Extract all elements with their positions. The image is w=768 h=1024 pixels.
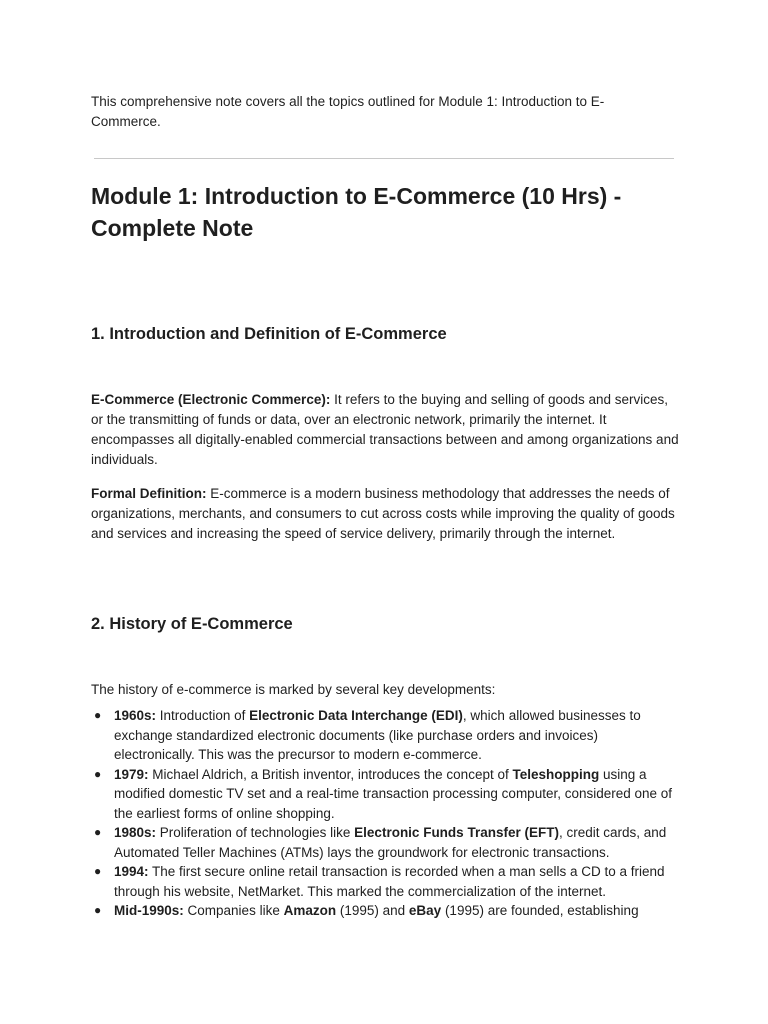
list-item-label: 1979: — [114, 766, 149, 782]
bullet-icon: ● — [94, 708, 102, 722]
list-item — [91, 862, 681, 901]
formal-definition-term: Formal Definition: — [91, 486, 207, 501]
list-item-text: (1995) are founded, establishing — [441, 903, 639, 918]
section-heading-introduction: 1. Introduction and Definition of E-Commerce — [91, 325, 447, 343]
list-item-label: 1994: — [114, 864, 149, 879]
list-item-text: Michael Aldrich, a British inventor, introduces the concept of — [148, 766, 513, 782]
list-item — [91, 823, 681, 862]
list-item — [91, 706, 681, 765]
section-heading-history: 2. History of E-Commerce — [91, 615, 293, 633]
list-item-label: 1960s: — [114, 708, 157, 723]
bullet-icon: ● — [94, 864, 102, 878]
formal-definition-text: E-commerce is a modern business methodology that addresses the needs of organizations, merchants, and consumers to cut across costs while improving the quality of goods and services and increasing the speed of service delivery, primarily through the internet. — [91, 486, 675, 541]
list-item-label: 1980s: — [114, 825, 157, 840]
list-item-text: Companies like — [183, 903, 284, 918]
definition-paragraph — [91, 390, 681, 470]
intro-text: This comprehensive note covers all the topics outlined for Module 1: Introduction to E-Commerce. — [91, 94, 605, 129]
document-title: Module 1: Introduction to E-Commerce (10 Hrs) - Complete Note — [91, 183, 622, 241]
history-list — [91, 706, 681, 921]
list-item — [91, 901, 681, 921]
list-item-text: , which allowed businesses to exchange standardized electronic documents (like purchase orders and invoices) electronically. This was the precursor to modern e-commerce. — [114, 708, 641, 762]
bullet-icon: ● — [94, 766, 102, 781]
bullet-icon: ● — [94, 825, 102, 839]
horizontal-divider — [94, 158, 674, 159]
list-item-emphasis: Electronic Funds Transfer (EFT) — [354, 825, 559, 840]
list-item-text: The first secure online retail transaction is recorded when a man sells a CD to a friend through his website, NetMarket. This marked the commercialization of the internet. — [114, 864, 665, 899]
list-item-text: using a modified domestic TV set and a real-time transaction processing computer, considered one of the earliest forms of online shopping. — [114, 766, 673, 821]
list-item-emphasis: Amazon — [283, 903, 337, 918]
bullet-icon: ● — [94, 903, 102, 917]
list-item-emphasis: eBay — [408, 903, 442, 918]
list-item-label: Mid-1990s: — [114, 903, 184, 918]
list-item-text: Introduction of — [156, 708, 250, 723]
list-item — [91, 765, 681, 824]
list-item-text: (1995) and — [336, 903, 409, 918]
list-item-text: Proliferation of technologies like — [156, 825, 355, 840]
definition-term: E-Commerce (Electronic Commerce): — [91, 392, 331, 407]
list-item-text: , credit cards, and Automated Teller Machines (ATMs) lays the groundwork for electronic transactions. — [114, 825, 667, 860]
definition-text: It refers to the buying and selling of goods and services, or the transmitting of funds or data, over an electronic network, primarily the internet. It encompasses all digitally-enabled commercial transactions between and among organizations and individuals. — [91, 392, 679, 467]
list-item-emphasis: Teleshopping — [512, 766, 600, 782]
formal-definition-paragraph — [91, 484, 681, 544]
list-item-emphasis: Electronic Data Interchange (EDI) — [249, 708, 463, 723]
history-lead-text: The history of e-commerce is marked by several key developments: — [91, 682, 496, 697]
